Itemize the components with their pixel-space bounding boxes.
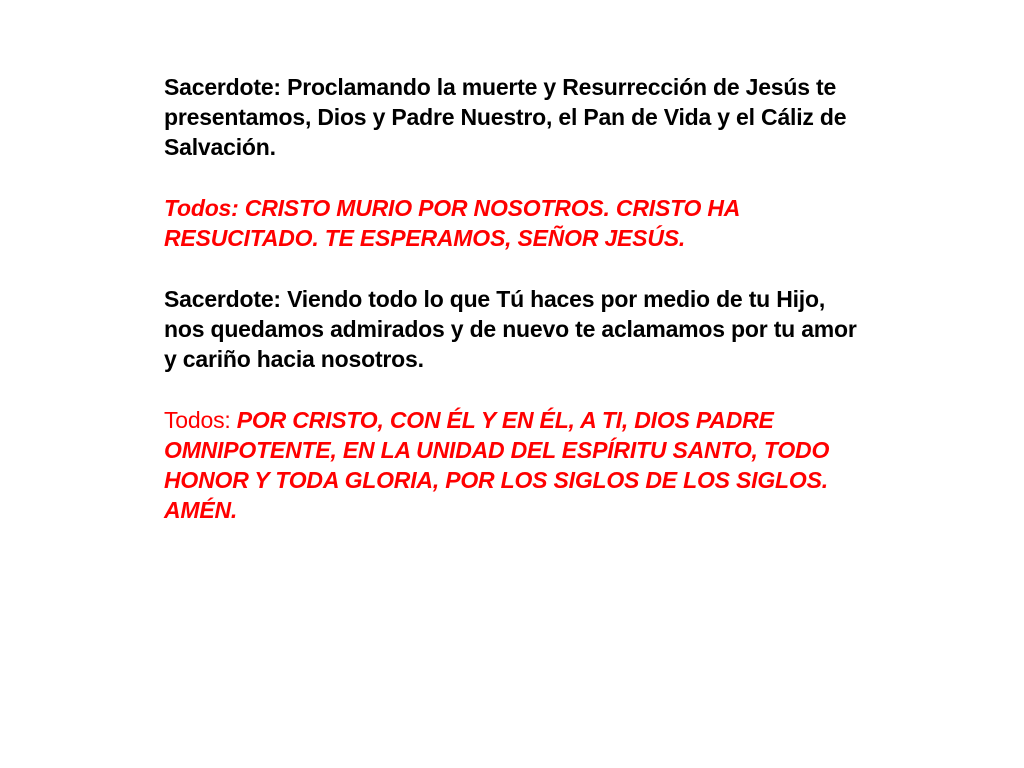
people-response-1: Todos: CRISTO MURIO POR NOSOTROS. CRISTO HA RESUCITADO. TE ESPERAMOS, SEÑOR JESÚS. bbox=[164, 195, 740, 251]
slide-body bbox=[164, 72, 864, 556]
priest-paragraph-2: Sacerdote: Viendo todo lo que Tú haces por medio de tu Hijo, nos quedamos admirados y de nuevo te aclamamos por tu amor y cariño hacia nosotros. bbox=[164, 286, 857, 372]
people-response-2 bbox=[164, 405, 864, 525]
people-response-2-prefix: Todos: bbox=[164, 407, 237, 433]
people-response-2-text: POR CRISTO, CON ÉL Y EN ÉL, A TI, DIOS PADRE OMNIPOTENTE, EN LA UNIDAD DEL ESPÍRITU SANTO, TODO HONOR Y TODA GLORIA, POR LOS SIGLOS DE LOS SIGLOS. AMÉN. bbox=[164, 407, 830, 523]
priest-paragraph-1: Sacerdote: Proclamando la muerte y Resurrección de Jesús te presentamos, Dios y Padre Nuestro, el Pan de Vida y el Cáliz de Salvación. bbox=[164, 74, 847, 160]
